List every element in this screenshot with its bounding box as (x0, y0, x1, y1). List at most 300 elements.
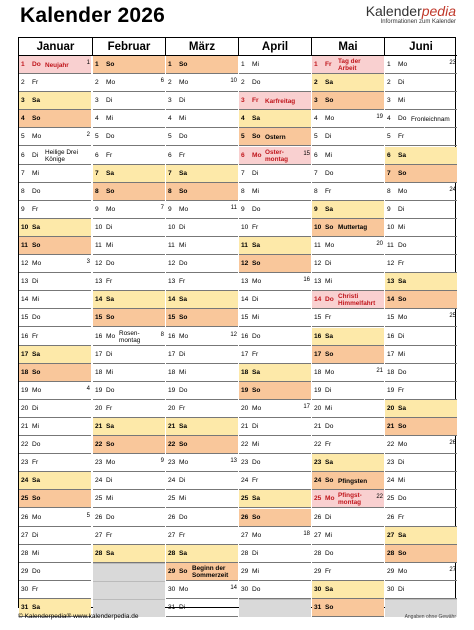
weekday-label: So (179, 187, 188, 195)
day-cell[interactable] (239, 128, 311, 146)
day-number: 6 (95, 151, 99, 159)
day-cell[interactable] (19, 490, 91, 508)
day-cell[interactable] (312, 328, 384, 346)
day-number: 2 (387, 79, 391, 87)
day-number: 1 (241, 61, 245, 68)
day-cell[interactable] (93, 436, 165, 454)
day-cell[interactable] (166, 56, 238, 74)
day-cell[interactable] (239, 400, 311, 418)
day-cell[interactable] (93, 147, 165, 165)
day-number: 9 (387, 205, 391, 213)
day-cell[interactable] (166, 92, 238, 110)
day-cell[interactable] (312, 509, 384, 527)
weekday-label: Di (179, 477, 186, 485)
weekday-label: Do (179, 386, 188, 394)
day-cell[interactable] (19, 400, 91, 418)
weekday-label: Sa (32, 604, 41, 611)
day-cell[interactable] (93, 128, 165, 146)
day-cell[interactable] (19, 527, 91, 545)
day-cell[interactable] (19, 255, 91, 273)
day-cell[interactable] (312, 110, 384, 128)
day-number: 26 (387, 513, 395, 521)
day-cell[interactable] (93, 454, 165, 472)
month-column-märz (165, 38, 238, 611)
day-cell[interactable] (93, 346, 165, 364)
weekday-label: Mo (106, 332, 116, 340)
weekday-label: Di (252, 296, 259, 304)
calendar-week-number: 8 (160, 331, 164, 338)
day-cell[interactable] (166, 454, 238, 472)
day-number: 28 (95, 549, 103, 557)
brand-logo[interactable] (366, 4, 456, 26)
day-cell[interactable] (93, 527, 165, 545)
calendar-week-number: 15 (303, 150, 310, 157)
day-number: 27 (314, 531, 322, 539)
day-cell[interactable] (166, 219, 238, 237)
day-cell[interactable] (166, 128, 238, 146)
weekday-label: Fr (252, 477, 259, 485)
day-number: 26 (21, 513, 29, 521)
day-number: 30 (314, 585, 322, 593)
day-cell[interactable] (93, 364, 165, 382)
day-number: 9 (95, 205, 99, 213)
day-cell[interactable] (385, 400, 457, 418)
day-cell[interactable] (385, 273, 457, 291)
day-cell[interactable] (19, 273, 91, 291)
day-cell[interactable] (19, 92, 91, 110)
day-cell[interactable] (93, 92, 165, 110)
brand-name (366, 4, 456, 18)
weekday-label: Mi (252, 61, 259, 68)
day-number: 11 (241, 242, 248, 249)
weekday-label: Fr (398, 513, 405, 521)
weekday-label: Di (32, 404, 39, 412)
day-cell[interactable] (385, 490, 457, 508)
day-cell[interactable] (385, 237, 457, 255)
day-cell[interactable] (385, 110, 457, 128)
weekday-label: Mo (252, 151, 262, 159)
day-cell[interactable] (19, 147, 91, 165)
calendar-week-number: 3 (86, 259, 90, 266)
day-cell[interactable] (166, 74, 238, 92)
day-cell[interactable] (93, 328, 165, 346)
day-cell[interactable] (166, 382, 238, 400)
day-cell[interactable] (239, 74, 311, 92)
day-cell[interactable] (385, 56, 457, 74)
day-cell[interactable] (312, 219, 384, 237)
day-cell[interactable] (19, 382, 91, 400)
day-cell[interactable] (239, 237, 311, 255)
day-cell[interactable] (385, 201, 457, 219)
holiday-label: Pfingsten (338, 477, 368, 485)
day-number: 18 (21, 368, 29, 376)
weekday-label: Sa (398, 531, 407, 539)
day-number: 2 (241, 79, 245, 87)
day-number: 12 (168, 260, 176, 268)
day-cell[interactable] (239, 472, 311, 490)
day-cell[interactable] (166, 183, 238, 201)
day-cell[interactable] (166, 527, 238, 545)
day-cell[interactable] (19, 291, 91, 309)
day-cell[interactable] (385, 509, 457, 527)
weekday-label: Fr (106, 278, 113, 286)
day-cell[interactable] (312, 128, 384, 146)
day-number: 8 (314, 187, 318, 195)
day-cell[interactable] (312, 454, 384, 472)
day-cell[interactable] (239, 382, 311, 400)
day-number: 10 (95, 223, 103, 231)
weekday-label: Mo (398, 441, 408, 449)
day-cell[interactable] (166, 273, 238, 291)
weekday-label: Di (252, 549, 259, 557)
day-number: 14 (387, 296, 395, 304)
day-cell[interactable] (19, 183, 91, 201)
day-cell[interactable] (19, 237, 91, 255)
day-cell[interactable] (385, 545, 457, 563)
weekday-label: Sa (398, 278, 407, 286)
day-cell[interactable] (166, 291, 238, 309)
brand-name-b: pedia (421, 3, 456, 19)
day-cell[interactable] (312, 545, 384, 563)
day-cell[interactable] (312, 183, 384, 201)
weekday-label: So (179, 61, 188, 68)
day-cell[interactable] (239, 255, 311, 273)
day-cell[interactable] (166, 563, 238, 581)
weekday-label: Do (325, 423, 334, 430)
day-cell[interactable] (385, 563, 457, 581)
day-number: 7 (21, 169, 25, 177)
day-number: 13 (314, 278, 322, 286)
day-cell[interactable] (239, 563, 311, 581)
day-cell[interactable] (93, 400, 165, 418)
day-cell[interactable] (93, 309, 165, 327)
day-cell[interactable] (312, 291, 384, 309)
day-cell[interactable] (385, 92, 457, 110)
weekday-label: Mi (179, 115, 186, 123)
day-number: 17 (21, 350, 29, 358)
day-cell[interactable] (312, 364, 384, 382)
day-number: 4 (168, 115, 172, 123)
day-cell[interactable] (19, 56, 91, 74)
day-cell[interactable] (239, 509, 311, 527)
day-cell[interactable] (312, 563, 384, 581)
day-cell[interactable] (385, 382, 457, 400)
day-cell[interactable] (385, 346, 457, 364)
day-number: 26 (241, 513, 249, 521)
day-cell[interactable] (93, 165, 165, 183)
day-cell[interactable] (19, 454, 91, 472)
day-cell[interactable] (19, 472, 91, 490)
day-number: 30 (241, 585, 249, 593)
day-cell[interactable] (385, 291, 457, 309)
day-cell[interactable] (239, 454, 311, 472)
day-cell[interactable] (166, 436, 238, 454)
day-cell[interactable] (312, 382, 384, 400)
weekday-label: Di (106, 223, 113, 231)
day-cell[interactable] (93, 56, 165, 74)
day-cell[interactable] (312, 490, 384, 508)
day-cell[interactable] (93, 509, 165, 527)
day-number: 4 (95, 115, 99, 123)
day-cell[interactable] (166, 255, 238, 273)
weekday-label: Do (252, 79, 261, 87)
weekday-label: Sa (325, 585, 334, 593)
day-cell[interactable] (312, 147, 384, 165)
day-cell[interactable] (19, 219, 91, 237)
day-cell[interactable] (93, 183, 165, 201)
day-number: 30 (168, 585, 176, 593)
weekday-label: Fr (32, 79, 39, 87)
day-cell[interactable] (19, 509, 91, 527)
weekday-label: Mo (252, 278, 262, 286)
weekday-label: Do (32, 567, 41, 575)
day-number: 4 (387, 115, 391, 123)
day-number: 6 (168, 151, 172, 159)
day-cell[interactable] (312, 92, 384, 110)
day-cell[interactable] (385, 364, 457, 382)
day-cell[interactable] (312, 74, 384, 92)
weekday-label: Di (252, 423, 259, 430)
weekday-label: Di (179, 350, 186, 358)
day-cell[interactable] (19, 201, 91, 219)
day-cell[interactable] (312, 201, 384, 219)
day-cell[interactable] (385, 328, 457, 346)
day-cell[interactable] (166, 400, 238, 418)
weekday-label: Mi (106, 368, 113, 376)
weekday-label: Di (179, 604, 186, 611)
day-cell[interactable] (385, 309, 457, 327)
day-number: 5 (95, 133, 99, 141)
day-cell[interactable] (239, 201, 311, 219)
weekday-label: Sa (32, 350, 41, 358)
day-cell[interactable] (93, 74, 165, 92)
day-cell[interactable] (166, 165, 238, 183)
day-cell[interactable] (166, 418, 238, 436)
weekday-label: Sa (106, 296, 115, 304)
weekday-label: Mi (32, 423, 39, 430)
day-cell[interactable] (239, 291, 311, 309)
day-number: 7 (314, 169, 318, 177)
day-cell[interactable] (312, 309, 384, 327)
day-cell[interactable] (239, 581, 311, 599)
weekday-label: Mo (252, 531, 262, 539)
day-cell[interactable] (19, 563, 91, 581)
day-cell[interactable] (166, 309, 238, 327)
calendar-week-number: 1 (86, 60, 90, 66)
day-cell[interactable] (166, 201, 238, 219)
day-cell[interactable] (312, 527, 384, 545)
weekday-label: Do (32, 441, 41, 449)
day-cell[interactable] (239, 364, 311, 382)
day-cell[interactable] (93, 490, 165, 508)
weekday-label: So (325, 350, 334, 358)
day-cell[interactable] (19, 545, 91, 563)
day-cell[interactable] (312, 436, 384, 454)
day-cell[interactable] (239, 219, 311, 237)
day-number: 16 (168, 332, 176, 340)
weekday-label: Do (398, 368, 407, 376)
day-cell[interactable] (312, 599, 384, 617)
calendar-week-number: 14 (230, 584, 237, 591)
weekday-label: So (398, 549, 407, 557)
day-cell[interactable] (385, 454, 457, 472)
day-cell[interactable] (19, 328, 91, 346)
day-cell[interactable] (93, 201, 165, 219)
day-number: 4 (314, 115, 318, 123)
brand-name-a: Kalender (365, 3, 422, 19)
day-number: 31 (168, 604, 176, 611)
weekday-label: Sa (398, 151, 407, 159)
day-cell[interactable] (239, 92, 311, 110)
day-cell[interactable] (239, 309, 311, 327)
weekday-label: Mo (106, 459, 116, 467)
day-cell[interactable] (312, 581, 384, 599)
day-cell[interactable] (166, 472, 238, 490)
day-cell[interactable] (93, 418, 165, 436)
day-cell[interactable] (385, 527, 457, 545)
day-cell[interactable] (166, 328, 238, 346)
day-number: 13 (387, 278, 395, 286)
day-cell[interactable] (312, 273, 384, 291)
day-cell[interactable] (19, 436, 91, 454)
day-cell[interactable] (166, 509, 238, 527)
day-cell[interactable] (312, 165, 384, 183)
weekday-label: Do (252, 205, 261, 213)
day-cell[interactable] (239, 436, 311, 454)
day-cell[interactable] (93, 382, 165, 400)
day-number: 11 (95, 242, 102, 249)
day-cell[interactable] (239, 56, 311, 74)
weekday-label: Mo (325, 495, 335, 503)
day-cell[interactable] (385, 472, 457, 490)
day-cell[interactable] (93, 110, 165, 128)
day-cell[interactable] (239, 490, 311, 508)
day-cell[interactable] (19, 128, 91, 146)
weekday-label: Do (106, 260, 115, 268)
weekday-label: Mo (32, 513, 42, 521)
day-number: 15 (314, 314, 322, 322)
weekday-label: Di (32, 151, 39, 159)
day-number: 23 (168, 459, 176, 467)
day-number: 5 (241, 133, 245, 141)
day-number: 27 (387, 531, 395, 539)
weekday-label: Fr (252, 97, 259, 105)
day-cell[interactable] (166, 581, 238, 599)
day-number: 22 (387, 441, 395, 449)
day-number: 5 (168, 133, 172, 141)
day-cell[interactable] (239, 273, 311, 291)
day-cell[interactable] (19, 418, 91, 436)
weekday-label: Mi (325, 151, 332, 159)
day-number: 6 (387, 151, 391, 159)
day-cell[interactable] (19, 364, 91, 382)
day-cell[interactable] (312, 400, 384, 418)
day-cell[interactable] (93, 291, 165, 309)
day-cell[interactable] (19, 165, 91, 183)
day-cell[interactable] (239, 545, 311, 563)
weekday-label: Mo (252, 404, 262, 412)
weekday-label: Sa (179, 549, 188, 557)
day-number: 23 (387, 459, 395, 467)
day-cell[interactable] (93, 255, 165, 273)
day-cell[interactable] (239, 183, 311, 201)
day-cell[interactable] (93, 472, 165, 490)
weekday-label: So (179, 567, 188, 575)
day-cell[interactable] (93, 237, 165, 255)
day-cell[interactable] (166, 237, 238, 255)
day-number: 26 (314, 513, 322, 521)
day-cell[interactable] (166, 364, 238, 382)
day-cell[interactable] (385, 418, 457, 436)
day-cell[interactable] (19, 309, 91, 327)
day-cell[interactable] (239, 418, 311, 436)
day-number: 5 (314, 133, 318, 141)
day-cell[interactable] (239, 328, 311, 346)
day-cell[interactable] (385, 74, 457, 92)
calendar-week-number: 25 (449, 313, 456, 320)
day-cell[interactable] (19, 346, 91, 364)
day-number: 28 (314, 549, 322, 557)
day-cell[interactable] (93, 219, 165, 237)
day-cell[interactable] (385, 183, 457, 201)
day-cell[interactable] (19, 110, 91, 128)
day-cell[interactable] (239, 165, 311, 183)
day-cell[interactable] (166, 110, 238, 128)
day-cell[interactable] (385, 581, 457, 599)
weekday-label: So (32, 242, 41, 249)
day-cell[interactable] (19, 74, 91, 92)
day-number: 30 (387, 585, 395, 593)
day-number: 25 (21, 495, 29, 503)
day-cell[interactable] (312, 472, 384, 490)
day-cell[interactable] (385, 255, 457, 273)
day-cell[interactable] (312, 255, 384, 273)
weekday-label: Sa (179, 423, 188, 430)
day-cell[interactable] (93, 273, 165, 291)
day-number: 22 (21, 441, 29, 449)
day-cell[interactable] (239, 346, 311, 364)
day-cell[interactable] (385, 147, 457, 165)
brand-subtitle: Informationen zum Kalender (380, 19, 456, 25)
day-cell[interactable] (385, 436, 457, 454)
weekday-label: Mo (398, 314, 408, 322)
day-cell[interactable] (239, 147, 311, 165)
day-cell[interactable] (312, 56, 384, 74)
day-number: 1 (314, 61, 318, 68)
day-cell[interactable] (239, 110, 311, 128)
day-cell[interactable] (312, 346, 384, 364)
day-cell[interactable] (166, 599, 238, 617)
day-cell[interactable] (385, 165, 457, 183)
calendar-week-number: 11 (230, 204, 237, 211)
day-number: 8 (387, 187, 391, 195)
calendar-week-number: 27 (449, 566, 456, 573)
day-cell[interactable] (166, 545, 238, 563)
day-cell[interactable] (385, 128, 457, 146)
day-cell[interactable] (93, 545, 165, 563)
weekday-label: Fr (106, 531, 113, 539)
calendar-week-number: 10 (230, 78, 237, 85)
day-cell[interactable] (166, 147, 238, 165)
day-cell[interactable] (19, 581, 91, 599)
day-cell[interactable] (312, 237, 384, 255)
day-cell[interactable] (312, 418, 384, 436)
day-cell[interactable] (385, 219, 457, 237)
day-cell[interactable] (166, 346, 238, 364)
day-cell[interactable] (166, 490, 238, 508)
day-number: 9 (21, 205, 25, 213)
day-cell[interactable] (239, 527, 311, 545)
